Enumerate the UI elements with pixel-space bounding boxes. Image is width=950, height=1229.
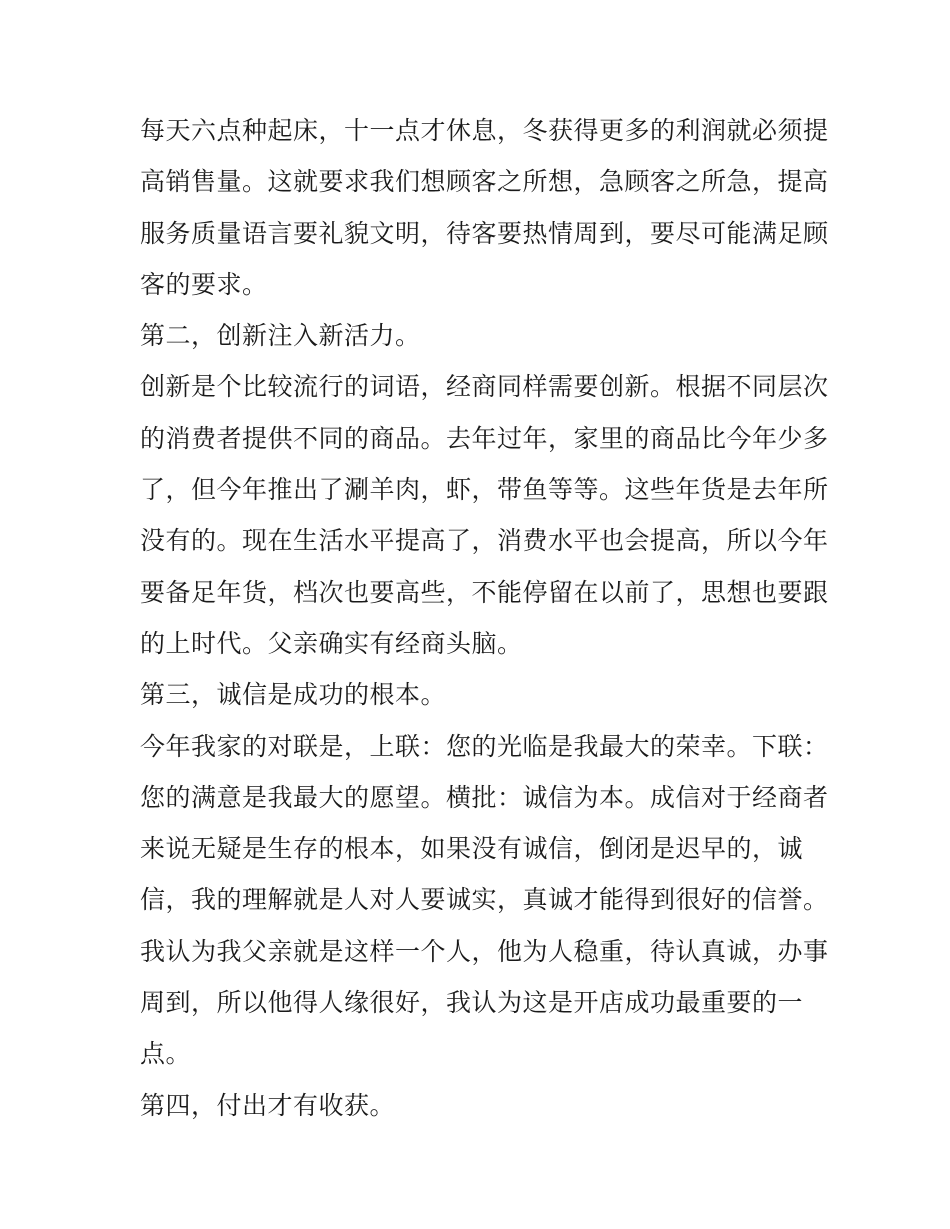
text-line: 信，我的理解就是人对人要诚实，真诚才能得到很好的信誉。 <box>140 885 829 915</box>
text-line: 今年我家的对联是，上联：您的光临是我最大的荣幸。下联： <box>140 731 829 761</box>
text-line: 的上时代。父亲确实有经商头脑。 <box>140 628 523 658</box>
section-heading-integrity <box>140 669 820 720</box>
text-line: 要备足年货，档次也要高些，不能停留在以前了，思想也要跟 <box>140 577 829 607</box>
text-line: 您的满意是我最大的愿望。横批：诚信为本。成信对于经商者 <box>140 782 829 812</box>
paragraph-work-hours <box>140 105 829 310</box>
text-line: 客的要求。 <box>140 269 268 299</box>
text-line: 没有的。现在生活水平提高了，消费水平也会提高，所以今年 <box>140 526 829 556</box>
text-line: 点。 <box>140 1039 192 1069</box>
text-line: 的消费者提供不同的商品。去年过年，家里的商品比今年少多 <box>140 423 829 453</box>
heading-line: 第二，创新注入新活力。 <box>140 321 421 351</box>
text-line: 来说无疑是生存的根本，如果没有诚信，倒闭是迟早的，诚 <box>140 834 804 864</box>
heading-line: 第三，诚信是成功的根本。 <box>140 680 447 710</box>
section-heading-innovation <box>140 310 820 361</box>
text-line: 高销售量。这就要求我们想顾客之所想，急顾客之所急，提高 <box>140 167 829 197</box>
text-line: 服务质量语言要礼貌文明，待客要热情周到，要尽可能满足顾 <box>140 218 829 248</box>
paragraph-integrity <box>140 721 829 1080</box>
text-line: 创新是个比较流行的词语，经商同样需要创新。根据不同层次 <box>140 372 829 402</box>
document-body <box>140 105 829 1131</box>
section-heading-effort <box>140 1080 820 1131</box>
heading-line: 第四，付出才有收获。 <box>140 1090 396 1120</box>
text-line: 了，但今年推出了涮羊肉，虾，带鱼等等。这些年货是去年所 <box>140 475 829 505</box>
text-line: 每天六点种起床，十一点才休息，冬获得更多的利润就必须提 <box>140 116 829 145</box>
text-line: 周到，所以他得人缘很好，我认为这是开店成功最重要的一 <box>140 988 804 1018</box>
text-line: 我认为我父亲就是这样一个人，他为人稳重，待认真诚，办事 <box>140 936 829 966</box>
paragraph-innovation <box>140 361 829 669</box>
